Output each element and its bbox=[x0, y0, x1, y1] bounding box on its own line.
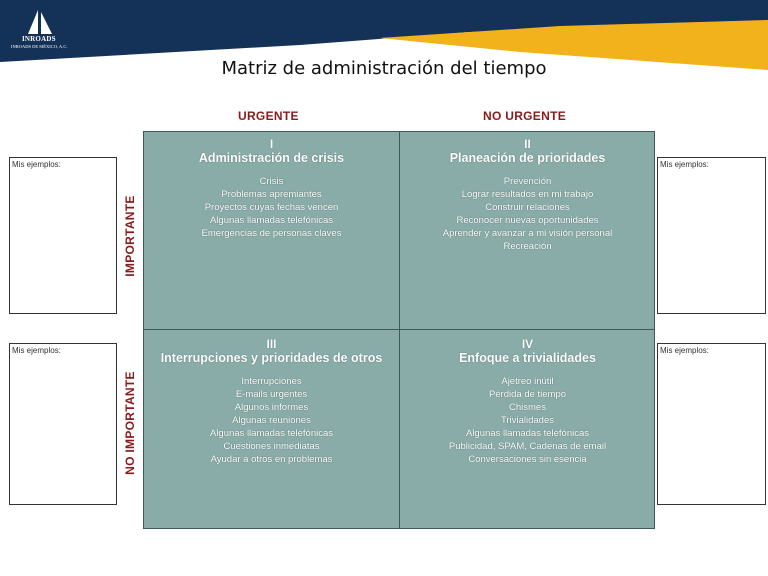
examples-box-bottom-right[interactable] bbox=[657, 343, 766, 505]
list-item: Prevención bbox=[503, 176, 552, 187]
row-header-important: IMPORTANTE bbox=[123, 195, 137, 277]
list-item: Cuestiones inmediatas bbox=[223, 441, 320, 452]
list-item: Ajetreo inútil bbox=[501, 376, 554, 387]
quadrant-i bbox=[144, 138, 399, 240]
list-item: Conversaciones sin esencia bbox=[468, 454, 587, 465]
list-item: E-mails urgentes bbox=[235, 389, 308, 400]
list-item: Proyectos cuyas fechas vencen bbox=[204, 202, 339, 213]
quadrant-title: Interrupciones y prioridades de otros bbox=[160, 351, 383, 365]
list-item: Problemas apremiantes bbox=[221, 189, 322, 200]
quadrant-number: IV bbox=[521, 337, 534, 351]
quadrant-title: Enfoque a trivialidades bbox=[459, 351, 596, 365]
list-item: Construir relaciones bbox=[485, 202, 570, 213]
list-item: Algunas llamadas telefónicas bbox=[465, 428, 590, 439]
list-item: Pérdida de tiempo bbox=[488, 389, 567, 400]
list-item: Aprender y avanzar a mi visión personal bbox=[442, 228, 613, 239]
examples-label: Mis ejemplos: bbox=[12, 160, 61, 169]
examples-box-bottom-left[interactable] bbox=[9, 343, 117, 505]
list-item: Publicidad, SPAM, Cadenas de email bbox=[448, 441, 607, 452]
list-item: Reconocer nuevas oportunidades bbox=[456, 215, 599, 226]
row-header-not-important: NO IMPORTANTE bbox=[123, 371, 137, 475]
list-item: Crisis bbox=[259, 176, 284, 187]
column-header-urgent: URGENTE bbox=[238, 109, 299, 123]
list-item: Algunas llamadas telefónicas bbox=[209, 215, 334, 226]
quadrant-iv bbox=[400, 338, 655, 466]
examples-label: Mis ejemplos: bbox=[12, 346, 61, 355]
examples-box-top-left[interactable] bbox=[9, 157, 117, 314]
column-header-not-urgent: NO URGENTE bbox=[483, 109, 567, 123]
quadrant-title: Administración de crisis bbox=[198, 151, 345, 165]
list-item: Algunas llamadas telefónicas bbox=[209, 428, 334, 439]
list-item: Ayudar a otros en problemas bbox=[210, 454, 333, 465]
quadrant-iii bbox=[144, 338, 399, 466]
list-item: Algunas reuniones bbox=[232, 415, 311, 426]
list-item: Lograr resultados en mi trabajo bbox=[461, 189, 594, 200]
list-item: Trivialidades bbox=[501, 415, 554, 426]
examples-label: Mis ejemplos: bbox=[660, 346, 709, 355]
list-item: Chismes bbox=[509, 402, 546, 413]
quadrant-title: Planeación de prioridades bbox=[449, 151, 606, 165]
quadrant-number: III bbox=[266, 337, 277, 351]
quadrant-number: II bbox=[524, 137, 531, 151]
page-title: Matriz de administración del tiempo bbox=[221, 58, 547, 79]
grid-divider-horizontal bbox=[144, 329, 654, 330]
time-matrix-grid bbox=[143, 131, 655, 529]
examples-label: Mis ejemplos: bbox=[660, 160, 709, 169]
list-item: Recreación bbox=[503, 241, 552, 252]
list-item: Interrupciones bbox=[241, 376, 302, 387]
list-item: Emergencias de personas claves bbox=[201, 228, 342, 239]
quadrant-number: I bbox=[269, 137, 274, 151]
list-item: Algunos informes bbox=[234, 402, 309, 413]
quadrant-ii bbox=[400, 138, 655, 253]
logo-subtitle: INROADS DE MÉXICO, A.C. bbox=[11, 44, 68, 49]
examples-box-top-right[interactable] bbox=[657, 157, 766, 314]
logo-name: INROADS bbox=[22, 35, 56, 43]
